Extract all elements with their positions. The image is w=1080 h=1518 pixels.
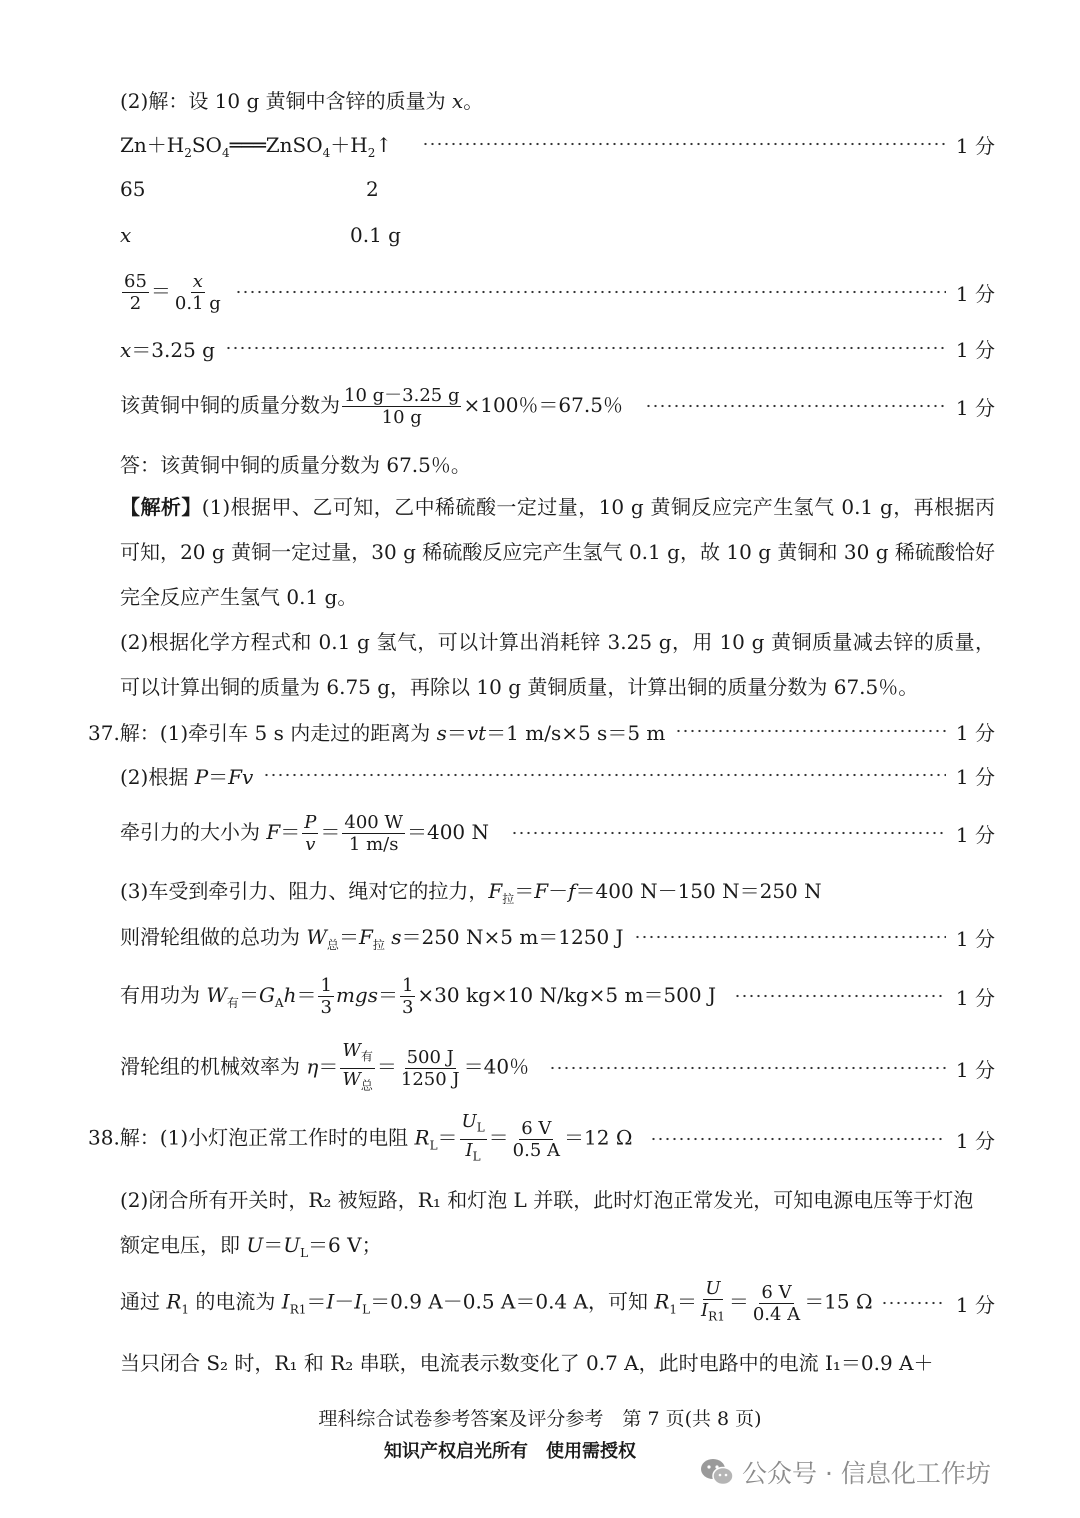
page-footer: 理科综合试卷参考答案及评分参考 第 7 页(共 8 页) (318, 1408, 762, 1430)
q37-part1: 37.解：(1)牵引车 5 s 内走过的距离为 s＝vt＝1 m/s×5 s＝5 m 1 分 (88, 711, 995, 751)
answer-line: (2)解：设 10 g 黄铜中含锌的质量为 x。 (120, 88, 484, 113)
q37-efficiency: 滑轮组的机械效率为 η＝ $\frac{W_有}{W_总}$ ＝ $\frac{500 J}{1250 J}$ ＝40％ 1 分 (120, 1039, 995, 1093)
q37-traction-force: 牵引力的大小为 F＝ $\frac{P}{v}$ ＝ $\frac{400 W}{1 m/s}$ ＝400 N 1 分 (120, 811, 995, 855)
wechat-watermark (700, 1452, 991, 1492)
proportion-equation: $\frac{65}{2}$ ＝ $\frac{x}{0.1 g}$ 1 分 (124, 270, 995, 314)
dot-leader (675, 728, 946, 734)
score: 1 分 (955, 822, 995, 847)
wechat-icon (700, 1457, 734, 1487)
chemical-equation: $Zn+H_2SO_4═══ZnSO_4+H_2↑$ 1 分 (120, 124, 995, 164)
score: 1 分 (955, 133, 995, 158)
dot-leader (734, 993, 946, 999)
mass-fraction-line: 该黄铜中铜的质量分数为 $\frac{10 g-3.25 g}{10 g}$ ×100％＝67.5％ 1 分 (120, 384, 995, 428)
q37-total-work: 则滑轮组做的总功为 $W_总=F_拉$ s＝250 N×5 m＝1250 J 1 分 (120, 917, 995, 957)
q38-part1: 38.解：(1)小灯泡正常工作时的电阻 $R_L=$ $\frac{U_L}{I_L}$ ＝ $\frac{6 V}{0.5 A}$ ＝12 Ω 1 分 (88, 1110, 995, 1164)
q38-part2: (2)闭合所有开关时，R₂ 被短路，R₁ 和灯泡 L 并联，此时灯泡正常发光，可知电源电压等于灯泡 (120, 1187, 974, 1212)
result-line: x＝3.25 g 1 分 (120, 328, 995, 368)
q38-part3: 当只闭合 S₂ 时，R₁ 和 R₂ 串联，电流表示数变化了 0.7 A，此时电路中的电流 I₁＝0.9 A＋ (120, 1350, 934, 1375)
dot-leader (645, 403, 946, 409)
score: 1 分 (955, 1128, 995, 1153)
dot-leader (650, 1136, 945, 1142)
score: 1 分 (955, 1057, 995, 1082)
q37-part3: (3)车受到牵引力、阻力、绳对它的拉力，$F_拉=F-f=400$ N－150 N＝250 N (120, 879, 822, 906)
dot-leader (263, 772, 946, 778)
dot-leader (881, 1300, 946, 1306)
copyright-notice: 知识产权启光所有 使用需授权 (384, 1441, 636, 1462)
score: 1 分 (955, 281, 995, 306)
ratio-line: 65 2 (120, 177, 379, 201)
score: 1 分 (955, 1292, 995, 1317)
dot-leader (422, 141, 946, 147)
analysis-paragraph: 【解析】(1)根据甲、乙可知，乙中稀硫酸一定过量，10 g 黄铜反应完产生氢气 0.1 g，再根据丙可知，20 g 黄铜一定过量，30 g 稀硫酸反应完产生氢气 0.1 g，故 10 g 黄铜和 30 g 稀硫酸恰好完全反应产生氢气 0.1 g。 (120, 495, 995, 609)
score: 1 分 (955, 926, 995, 951)
dot-leader (549, 1065, 946, 1071)
score: 1 分 (955, 985, 995, 1010)
q37-useful-work: 有用功为 $W_有=G_Ah=$ $\frac{1}{3}$ mgs＝ $\frac{1}{3}$ ×30 kg×10 N/kg×5 m＝500 J 1 分 (120, 974, 995, 1018)
dot-leader (511, 830, 946, 836)
q37-part2: (2)根据 P＝Fv 1 分 (120, 755, 995, 795)
score: 1 分 (955, 764, 995, 789)
score: 1 分 (955, 337, 995, 362)
q38-voltage: 额定电压，即 $U=U_L=6$ V； (120, 1232, 382, 1260)
score: 1 分 (955, 720, 995, 745)
answer-statement: 答：该黄铜中铜的质量分数为 67.5％。 (120, 452, 471, 477)
dot-leader (225, 345, 946, 351)
score: 1 分 (955, 395, 995, 420)
dot-leader (235, 289, 946, 295)
dot-leader (634, 934, 946, 940)
analysis-paragraph: (2)根据化学方程式和 0.1 g 氢气，可以计算出消耗锌 3.25 g，用 10 g 黄铜质量减去锌的质量，可以计算出铜的质量为 6.75 g，再除以 10 g 黄铜质量，计算出铜的质量分数为 67.5％。 (120, 630, 995, 699)
ratio-line: x 0.1 g (120, 223, 401, 247)
q38-current-r1: 通过 $R_1$ 的电流为 $I_{R1}=I-I_L=0.9$ A－0.5 A＝0.4 A，可知 $R_1=$ $\frac{U}{I_{R1}}$ ＝ $\frac{6 V}{0.4 A}$ ＝15 Ω 1 分 (120, 1278, 995, 1325)
watermark-text: 公众号 · 信息化工作坊 (742, 1459, 991, 1488)
